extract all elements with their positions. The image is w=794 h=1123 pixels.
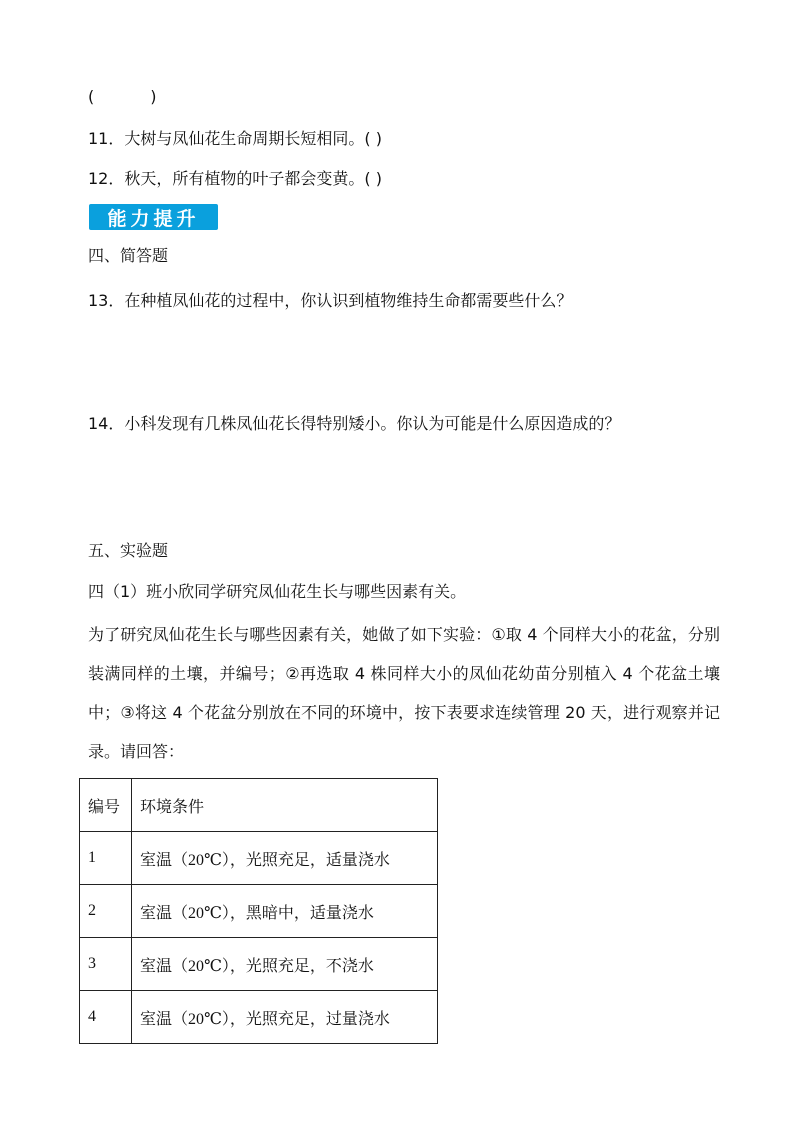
- ability-boost-badge: 能力提升: [89, 204, 218, 230]
- table-header-number: 编号: [80, 779, 132, 832]
- question-14: 14．小科发现有几株凤仙花长得特别矮小。你认为可能是什么原因造成的？: [88, 414, 621, 433]
- answer-blank-q10: ( ): [88, 87, 157, 106]
- table-cell-number: 1: [80, 832, 132, 885]
- experiment-description: 为了研究凤仙花生长与哪些因素有关，她做了如下实验：①取 4 个同样大小的花盆，分别装满同样的土壤，并编号；②再选取 4 株同样大小的凤仙花幼苗分别植入 4 个花盆土壤中；③将这 4 个花盆分别放在不同的环境中，按下表要求连续管理 20 天，进行观察并记录。请回答：: [88, 625, 720, 761]
- table-cell-number: 3: [80, 938, 132, 991]
- question-12: 12．秋天，所有植物的叶子都会变黄。( ): [88, 169, 382, 188]
- table-cell-condition: 室温（20℃），黑暗中，适量浇水: [132, 885, 438, 938]
- section-short-answer-heading: 四、简答题: [88, 246, 169, 265]
- table-cell-number: 4: [80, 991, 132, 1044]
- table-cell-condition: 室温（20℃），光照充足，过量浇水: [132, 991, 438, 1044]
- experiment-intro: 四（1）班小欣同学研究凤仙花生长与哪些因素有关。: [88, 582, 467, 601]
- question-13: 13．在种植凤仙花的过程中，你认识到植物维持生命都需要些什么？: [88, 291, 573, 310]
- table-row: [80, 991, 438, 1044]
- section-experiment-heading: 五、实验题: [88, 541, 169, 560]
- table-header-row: [80, 779, 438, 832]
- environment-conditions-table: [79, 778, 438, 1044]
- table-cell-condition: 室温（20℃），光照充足，不浇水: [132, 938, 438, 991]
- table-header-condition: 环境条件: [132, 779, 438, 832]
- table-cell-number: 2: [80, 885, 132, 938]
- table-row: [80, 832, 438, 885]
- table-row: [80, 885, 438, 938]
- question-11: 11．大树与凤仙花生命周期长短相同。( ): [88, 129, 382, 148]
- table-cell-condition: 室温（20℃），光照充足，适量浇水: [132, 832, 438, 885]
- table-row: [80, 938, 438, 991]
